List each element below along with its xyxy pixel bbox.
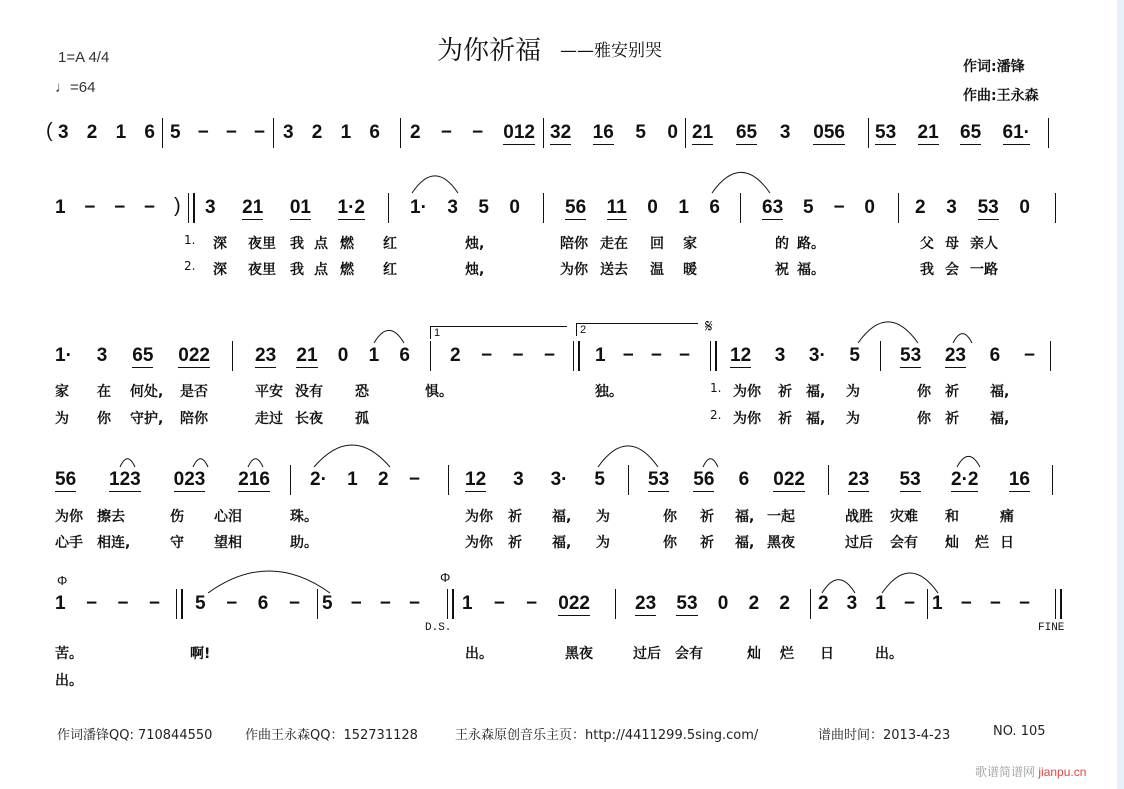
note: 5	[478, 197, 489, 218]
note: −	[148, 593, 160, 614]
lyric-syllable: 啊!	[190, 646, 211, 662]
song-subtitle: ——雅安别哭	[560, 41, 662, 61]
note: 2·	[310, 469, 327, 490]
lyric-syllable: 为你	[733, 411, 761, 427]
slur	[120, 459, 135, 467]
lyric-syllable: 会有	[890, 535, 918, 551]
lyric-syllable: 福,	[806, 384, 826, 400]
close-paren: )	[174, 195, 181, 217]
lyric-syllable: 孤	[355, 411, 369, 427]
watermark-en: jianpu.cn	[1038, 765, 1087, 779]
lyric-syllable: 灿	[945, 535, 959, 551]
lyric-syllable: 夜里	[248, 236, 276, 252]
lyric-syllable: 父	[920, 236, 934, 252]
lyric-syllable: 燃	[340, 262, 354, 278]
note: −	[480, 345, 493, 366]
note: 6	[144, 122, 155, 143]
lyric-syllable: 你	[663, 509, 677, 525]
note: −	[408, 469, 420, 490]
lyric-syllable: 燃	[340, 236, 354, 252]
lyric-syllable: 福,	[806, 411, 826, 427]
segno-icon: 𝄋	[705, 316, 713, 336]
note: 1·2	[337, 197, 365, 218]
lyric-syllable: 福,	[735, 509, 755, 525]
note: 56	[565, 197, 587, 218]
volta-2: 2	[576, 323, 698, 336]
note: 5	[635, 122, 646, 143]
note: 1	[462, 593, 473, 614]
note: 5	[322, 593, 333, 614]
lyric-syllable: 你	[663, 535, 677, 551]
note: −	[678, 345, 690, 366]
lyric-syllable: 福。	[797, 262, 825, 278]
dal-segno-label: D.S.	[425, 622, 452, 634]
note: 21	[917, 122, 939, 143]
note: −	[960, 593, 972, 614]
footer-composer-qq: 作曲王永森QQ：152731128	[245, 728, 418, 743]
note: −	[833, 197, 845, 218]
lyric-syllable: 独。	[595, 384, 623, 400]
note: 2	[378, 469, 389, 490]
note: 2·2	[951, 469, 979, 490]
note: 32	[550, 122, 572, 143]
footer-number: NO. 105	[993, 724, 1046, 739]
lyric-syllable: 灾难	[890, 509, 918, 525]
slur	[953, 334, 972, 343]
lyric-syllable: 祈	[700, 509, 714, 525]
lyric-syllable: 过后	[633, 646, 661, 662]
note: 6	[709, 197, 720, 218]
note: 022	[558, 593, 590, 614]
note: 16	[592, 122, 614, 143]
lyric-syllable: 长夜	[295, 411, 323, 427]
lyric-syllable: 黑夜	[565, 646, 593, 662]
note: 11	[606, 197, 627, 218]
note: 65	[960, 122, 982, 143]
lyric-syllable: 1.	[184, 233, 196, 247]
note: −	[493, 593, 505, 614]
lyric-syllable: 为你	[465, 509, 493, 525]
footer-date: 谱曲时间：2013-4-23	[818, 728, 951, 743]
lyric-syllable: 祈	[945, 384, 959, 400]
lyric-syllable: 2.	[710, 408, 722, 422]
lyric-syllable: 送去	[600, 262, 628, 278]
slur	[598, 446, 658, 467]
lyric-syllable: 为	[55, 411, 69, 427]
lyric-syllable: 守护,	[130, 411, 164, 427]
lyric-syllable: 出。	[875, 646, 903, 662]
note: 1	[875, 593, 886, 614]
lyric-syllable: 为你	[55, 509, 83, 525]
slur	[374, 330, 404, 343]
lyric-syllable: 为	[596, 509, 610, 525]
lyric-syllable: 福,	[990, 384, 1010, 400]
lyric-syllable: 路。	[797, 236, 825, 252]
note: 53	[900, 345, 922, 366]
lyric-syllable: 痛	[1000, 509, 1014, 525]
note: −	[226, 593, 238, 614]
note: 2	[410, 122, 421, 143]
note: −	[253, 122, 265, 143]
lyric-syllable: 为你	[733, 384, 761, 400]
note: −	[288, 593, 300, 614]
lyric-syllable: 烂	[975, 535, 989, 551]
lyric-syllable: 日	[1000, 535, 1014, 551]
note: −	[526, 593, 538, 614]
note: 65	[735, 122, 758, 143]
lyric-syllable: 出。	[465, 646, 493, 662]
slur	[248, 459, 263, 467]
note: 0	[864, 197, 875, 218]
note: 5	[849, 345, 860, 366]
lyric-syllable: 是否	[180, 384, 208, 400]
note: 56	[55, 469, 77, 490]
coda-icon: Φ	[57, 573, 68, 588]
lyric-syllable: 恐	[355, 384, 369, 400]
lyric-syllable: 相连,	[97, 535, 131, 551]
note: −	[440, 122, 452, 143]
note: 1	[678, 197, 689, 218]
lyricist-credit: 作词:潘锋	[963, 59, 1025, 75]
note: 1	[932, 593, 943, 614]
lyric-syllable: 母	[945, 236, 959, 252]
note: 6	[257, 593, 269, 614]
lyric-syllable: 守	[170, 535, 184, 551]
note: −	[350, 593, 362, 614]
lyric-syllable: 你	[97, 411, 111, 427]
lyric-syllable: 暖	[683, 262, 697, 278]
song-title: 为你祈福	[437, 36, 542, 66]
lyric-syllable: 点	[314, 262, 328, 278]
lyric-syllable: 何处,	[130, 384, 164, 400]
lyric-syllable: 深	[213, 236, 227, 252]
lyric-syllable: 苦。	[55, 646, 83, 662]
note: 123	[109, 469, 141, 490]
slur	[712, 172, 770, 193]
note: 3	[205, 197, 216, 218]
lyric-syllable: 心泪	[214, 509, 242, 525]
note: 022	[773, 469, 805, 490]
note: 023	[173, 469, 206, 490]
note: −	[117, 593, 129, 614]
note: −	[408, 593, 420, 614]
lyric-syllable: 心手	[55, 535, 83, 551]
note: 2	[915, 197, 926, 218]
note: 2	[311, 122, 323, 143]
lyric-syllable: 平安	[255, 384, 283, 400]
lyric-syllable: 灿	[747, 646, 761, 662]
note: −	[1018, 593, 1030, 614]
watermark-cn: 歌谱简谱网	[975, 765, 1036, 779]
coda-icon: Φ	[440, 570, 451, 585]
lyric-syllable: 祈	[508, 535, 522, 551]
note: −	[622, 345, 634, 366]
note: 53	[875, 122, 897, 143]
note: 2	[86, 122, 98, 143]
note: 0	[1019, 197, 1030, 218]
note: −	[379, 593, 391, 614]
slur	[882, 573, 938, 593]
note: 12	[465, 469, 487, 490]
lyric-syllable: 我	[290, 262, 304, 278]
lyric-syllable: 一路	[970, 262, 998, 278]
lyric-syllable: 望相	[214, 535, 242, 551]
note: 3	[96, 345, 108, 366]
note: 6	[989, 345, 1001, 366]
fine-label: FINE	[1038, 622, 1065, 634]
note: −	[114, 197, 126, 218]
slur	[858, 322, 918, 343]
note: 1·	[410, 197, 427, 218]
note: 0	[667, 122, 678, 143]
lyric-syllable: 出。	[55, 673, 83, 689]
lyric-syllable: 走在	[600, 236, 628, 252]
lyric-syllable: 深	[213, 262, 227, 278]
lyric-syllable: 一起	[767, 509, 795, 525]
note: 0	[509, 197, 520, 218]
note: 21	[242, 197, 264, 218]
lyric-syllable: 陪你	[180, 411, 208, 427]
lyric-syllable: 你	[917, 411, 931, 427]
lyric-syllable: 家	[683, 236, 697, 252]
note: 56	[693, 469, 715, 490]
footer-homepage: 王永森原创音乐主页：http://4411299.5sing.com/	[455, 728, 759, 743]
note: 5	[594, 469, 605, 490]
lyric-syllable: 祝	[775, 262, 789, 278]
note: 12	[730, 345, 752, 366]
note: 5	[803, 197, 814, 218]
lyric-syllable: 走过	[255, 411, 283, 427]
slur	[208, 571, 330, 593]
note: 53	[676, 593, 698, 614]
note: 1	[595, 345, 606, 366]
note: −	[84, 197, 96, 218]
note: 1	[55, 197, 66, 218]
note: 012	[503, 122, 535, 143]
slur	[412, 176, 458, 193]
note: 3·	[808, 345, 826, 366]
lyric-syllable: 为你	[560, 262, 588, 278]
lyric-syllable: 为你	[465, 535, 493, 551]
lyric-syllable: 2.	[184, 259, 196, 273]
lyric-syllable: 助。	[290, 535, 318, 551]
note: 5	[195, 593, 206, 614]
note: 3	[846, 593, 858, 614]
lyric-syllable: 黑夜	[767, 535, 795, 551]
note: −	[903, 593, 915, 614]
lyric-syllable: 烛,	[465, 236, 485, 252]
note: 3	[513, 469, 524, 490]
note: 16	[1008, 469, 1030, 490]
note: 3·	[550, 469, 568, 490]
note: −	[650, 345, 662, 366]
note: 3	[774, 345, 786, 366]
note: 2	[450, 345, 461, 366]
note: 1	[115, 122, 127, 143]
lyric-syllable: 祈	[945, 411, 959, 427]
slur	[314, 445, 390, 467]
key-time-signature: 1=A 4/4	[58, 49, 110, 66]
lyric-syllable: 红	[383, 262, 397, 278]
lyric-syllable: 祈	[700, 535, 714, 551]
note: −	[85, 593, 98, 614]
note: 0	[337, 345, 349, 366]
lyric-syllable: 福,	[552, 535, 572, 551]
note: 63	[762, 197, 784, 218]
note: −	[1023, 345, 1035, 366]
lyric-syllable: 福,	[735, 535, 755, 551]
note: 01	[289, 197, 311, 218]
note: 1	[347, 469, 358, 490]
lyric-syllable: 福,	[552, 509, 572, 525]
note: 1	[55, 593, 66, 614]
note: −	[197, 122, 209, 143]
lyric-syllable: 没有	[295, 384, 323, 400]
slur	[703, 459, 718, 467]
note: 21	[296, 345, 318, 366]
note: 21	[692, 122, 714, 143]
lyric-syllable: 惧。	[425, 384, 453, 400]
note: 1·	[55, 345, 72, 366]
lyric-syllable: 夜里	[248, 262, 276, 278]
note: 3	[447, 197, 458, 218]
note: 056	[813, 122, 845, 143]
note: 6	[369, 122, 380, 143]
lyric-syllable: 陪你	[560, 236, 588, 252]
lyric-syllable: 我	[920, 262, 934, 278]
lyric-syllable: 为	[846, 411, 860, 427]
lyric-syllable: 1.	[710, 381, 722, 395]
note: −	[472, 122, 484, 143]
note: 3	[779, 122, 791, 143]
note: 53	[648, 469, 670, 490]
lyric-syllable: 我	[290, 236, 304, 252]
open-paren: (	[46, 120, 53, 142]
lyric-syllable: 亲人	[970, 236, 998, 252]
note: 1	[368, 345, 380, 366]
slur	[957, 456, 980, 467]
lyric-syllable: 烂	[780, 646, 794, 662]
lyric-syllable: 日	[820, 646, 834, 662]
lyric-syllable: 烛,	[465, 262, 485, 278]
footer-lyricist-qq: 作词潘锋QQ: 710844550	[57, 728, 213, 743]
note: 3	[283, 122, 294, 143]
note: 23	[848, 469, 870, 490]
note: 3	[58, 122, 69, 143]
note: 0	[717, 593, 729, 614]
note: 53	[899, 469, 921, 490]
note: 1	[340, 122, 352, 143]
lyric-syllable: 过后	[845, 535, 873, 551]
note: −	[512, 345, 524, 366]
lyric-syllable: 祈	[778, 384, 792, 400]
slur	[193, 459, 208, 467]
note: 2	[818, 593, 829, 614]
tempo-marking: ♩=64	[55, 79, 96, 96]
lyric-syllable: 家	[55, 384, 69, 400]
lyric-syllable: 为	[596, 535, 610, 551]
lyric-syllable: 伤	[170, 509, 184, 525]
note: 65	[132, 345, 154, 366]
composer-credit: 作曲:王永森	[963, 88, 1039, 104]
note: 2	[748, 593, 760, 614]
note: −	[225, 122, 237, 143]
note: 6	[738, 469, 750, 490]
note: 53	[977, 197, 999, 218]
lyric-syllable: 为	[846, 384, 860, 400]
lyric-syllable: 回	[650, 236, 664, 252]
note: 61·	[1002, 122, 1030, 143]
lyric-syllable: 在	[97, 384, 111, 400]
lyric-syllable: 珠。	[290, 509, 318, 525]
lyric-syllable: 你	[917, 384, 931, 400]
lyric-syllable: 和	[945, 509, 959, 525]
note: 23	[635, 593, 657, 614]
slur	[822, 580, 855, 593]
lyric-syllable: 擦去	[97, 509, 125, 525]
note: 5	[170, 122, 181, 143]
lyric-syllable: 的	[775, 236, 789, 252]
lyric-syllable: 战胜	[845, 509, 873, 525]
note: 0	[647, 197, 658, 218]
lyric-syllable: 祈	[508, 509, 522, 525]
note: 216	[238, 469, 270, 490]
lyric-syllable: 点	[314, 236, 328, 252]
lyric-syllable: 祈	[778, 411, 792, 427]
note: −	[989, 593, 1001, 614]
note: 23	[944, 345, 966, 366]
lyric-syllable: 会	[945, 262, 959, 278]
lyric-syllable: 会有	[675, 646, 703, 662]
lyric-syllable: 红	[383, 236, 397, 252]
note: 3	[946, 197, 957, 218]
note: 2	[779, 593, 790, 614]
note: 23	[255, 345, 277, 366]
volta-1: 1	[430, 326, 567, 339]
note: −	[143, 197, 155, 218]
note: 022	[178, 345, 210, 366]
lyric-syllable: 福,	[990, 411, 1010, 427]
lyric-syllable: 温	[650, 262, 664, 278]
note: −	[543, 345, 555, 366]
note: 6	[399, 345, 410, 366]
